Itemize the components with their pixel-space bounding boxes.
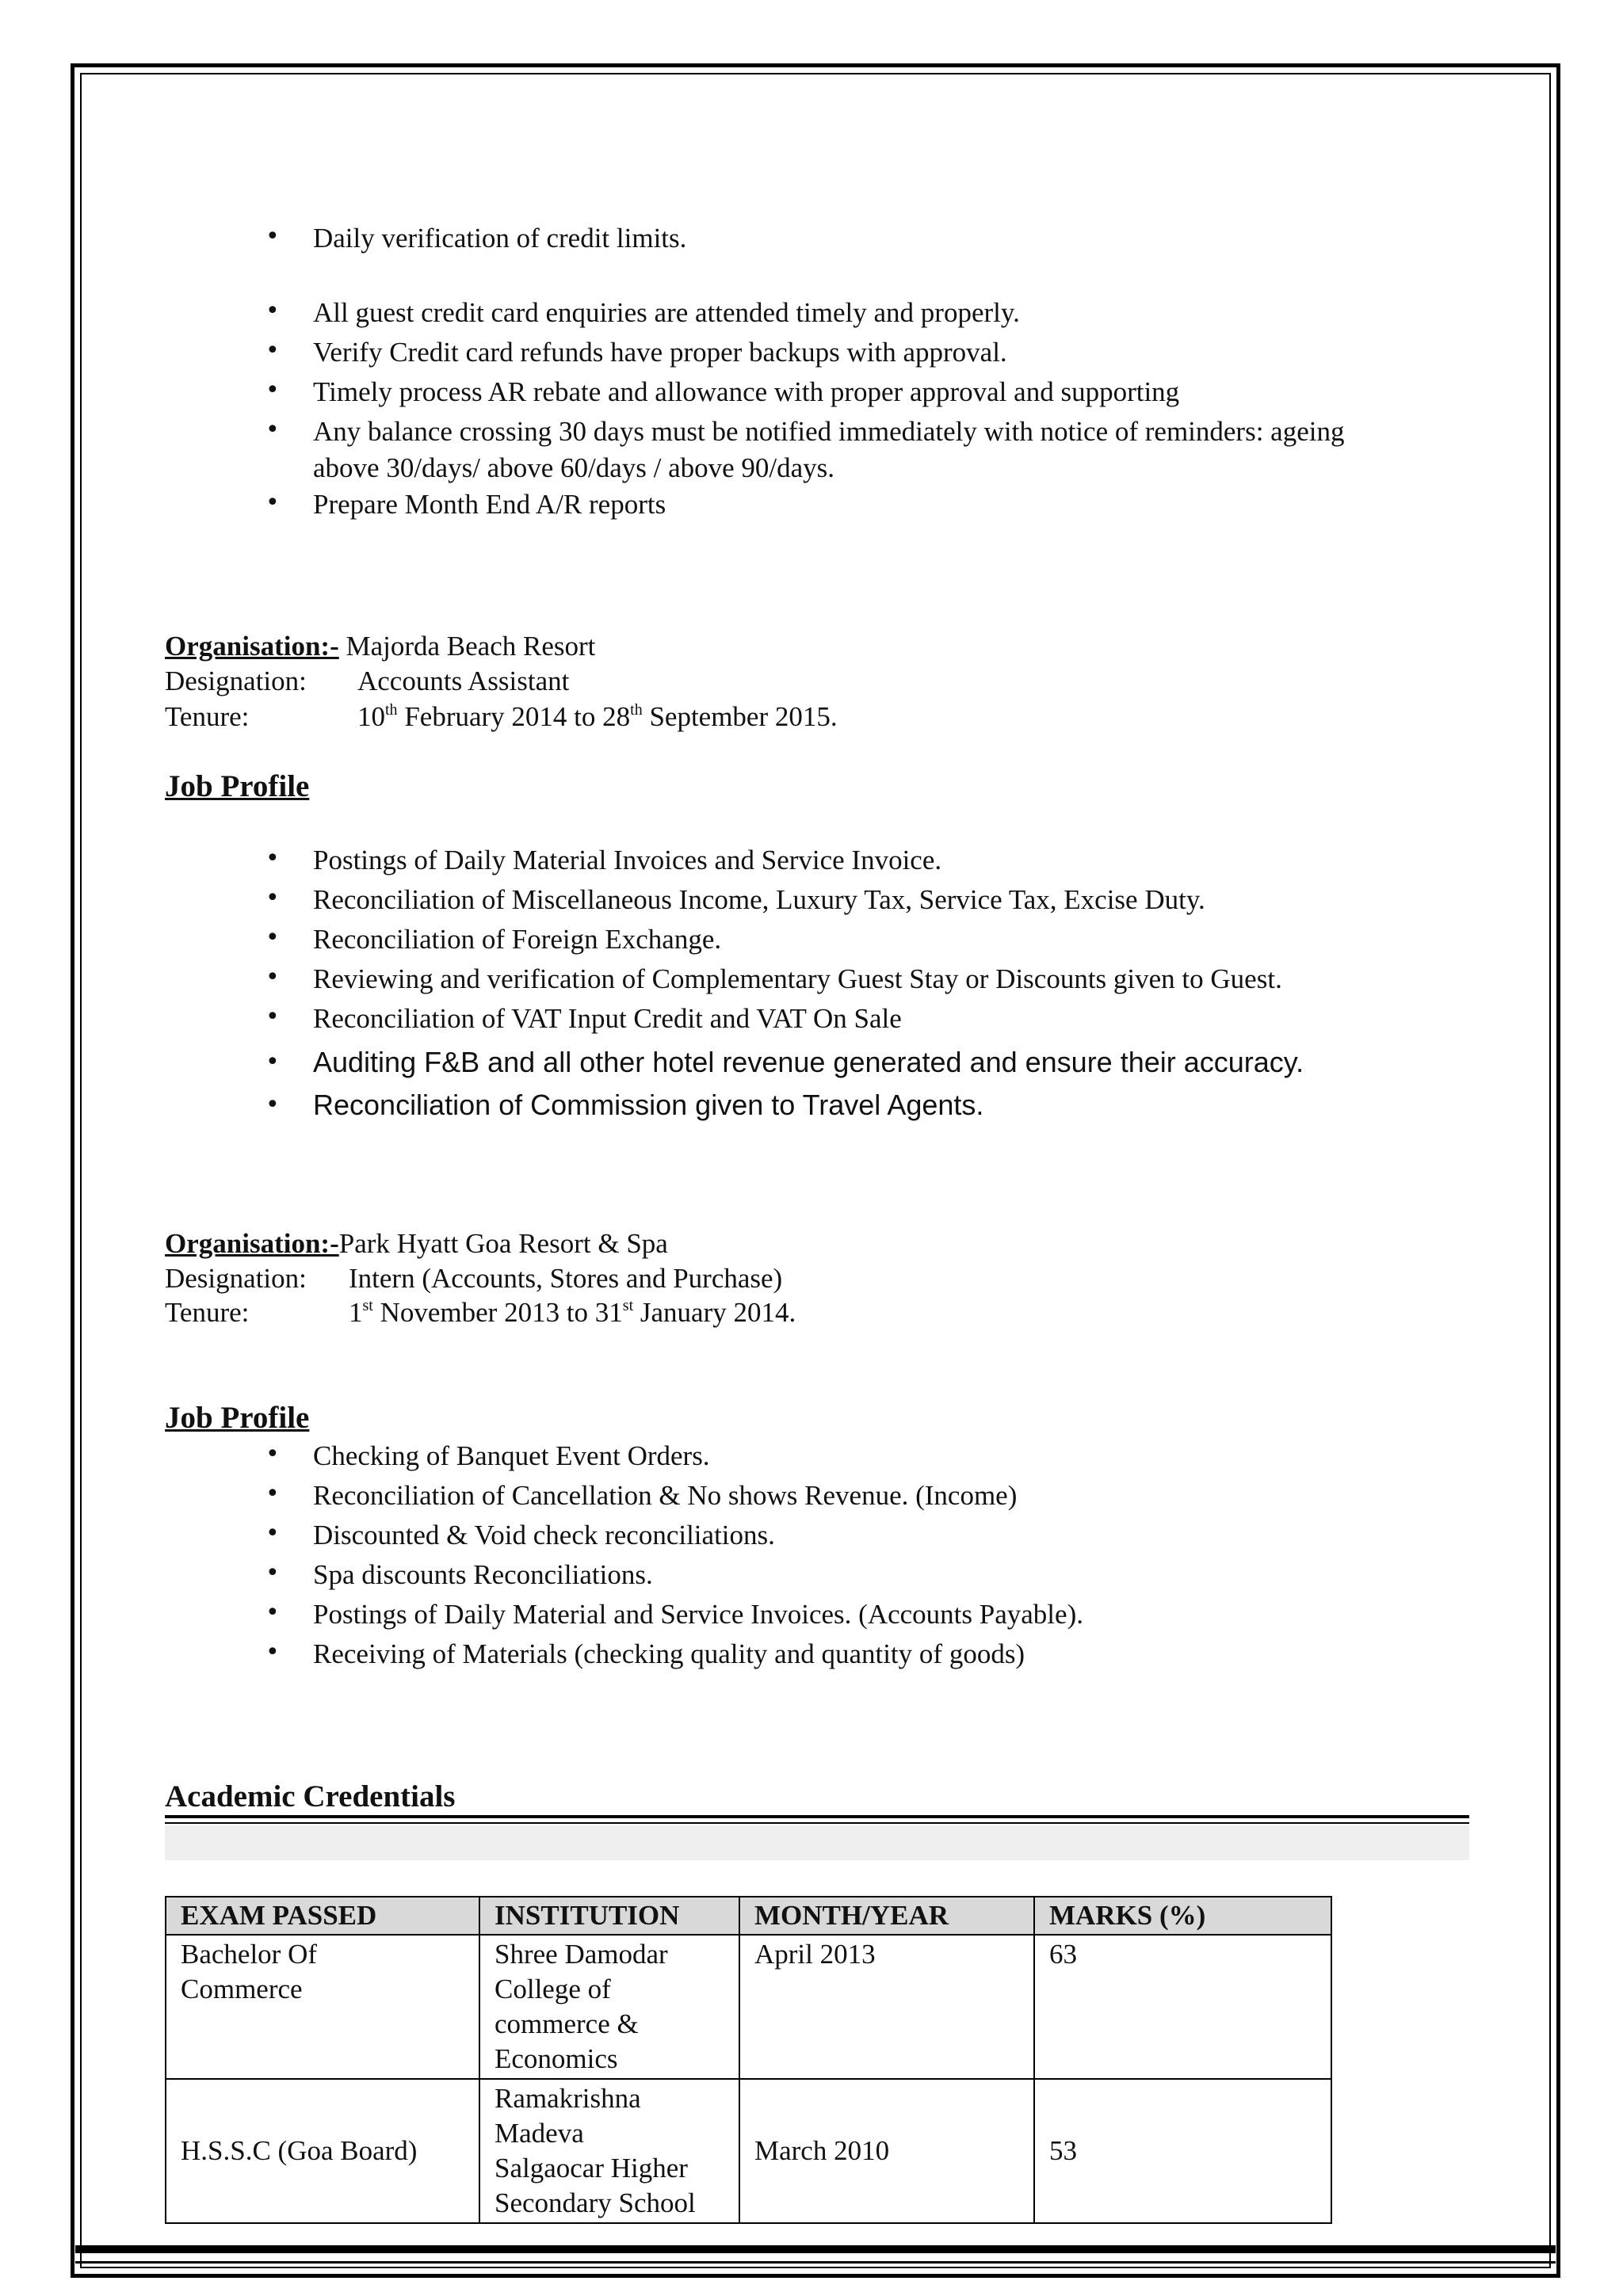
ordinal-suffix: st — [622, 1297, 634, 1314]
tenure-value — [357, 700, 838, 734]
tenure-label: Tenure: — [165, 701, 250, 732]
section-rule — [165, 1815, 1469, 1818]
designation-value: Accounts Assistant — [357, 666, 570, 696]
section-shading-band — [165, 1825, 1469, 1860]
cell-line: commerce & — [495, 2008, 639, 2039]
list-item: • Reviewing and verification of Complementary Guest Stay or Discounts given to Guest. — [313, 963, 1304, 1003]
institution-cell — [479, 1935, 739, 2079]
month-year-cell: April 2013 — [739, 1935, 1034, 2079]
organisation-line — [165, 630, 595, 663]
marks-cell: 63 — [1034, 1935, 1331, 2079]
designation-label: Designation: — [165, 666, 307, 696]
list-item-continuation — [313, 452, 1344, 486]
bottom-rule-thin — [75, 2261, 1556, 2264]
list-item: • Reconciliation of Foreign Exchange. — [313, 924, 1304, 963]
job-profile-list — [313, 845, 1304, 1130]
organisation-value: Majorda Beach Resort — [338, 631, 596, 662]
list-item: • Reconciliation of VAT Input Credit and VAT On Sale — [313, 1003, 1304, 1043]
month-year-cell: March 2010 — [739, 2079, 1034, 2223]
academic-credentials-heading: Academic Credentials — [165, 1779, 456, 1814]
cell-line: Commerce — [181, 1974, 303, 2004]
organisation-label: Organisation:- — [165, 631, 339, 662]
list-item: • Verify Credit card refunds have proper backups with approval. — [313, 337, 1344, 370]
list-item: • Reconciliation of Commission given to Travel Agents. — [313, 1087, 1304, 1130]
job-profile-heading: Job Profile — [165, 769, 310, 803]
list-item: • Auditing F&B and all other hotel revenue generated and ensure their accuracy. — [313, 1044, 1304, 1087]
cell-line: H.S.S.C (Goa Board) — [181, 2135, 418, 2166]
cell-line: Bachelor Of — [181, 1939, 318, 1970]
list-item-text: Any balance crossing 30 days must be notified immediately with notice of reminders: ageing — [313, 416, 1345, 447]
list-item: • Reconciliation of Miscellaneous Income, Luxury Tax, Service Tax, Excise Duty. — [313, 884, 1304, 924]
designation-value: Intern (Accounts, Stores and Purchase) — [349, 1263, 783, 1294]
section-rule-thin — [165, 1822, 1469, 1824]
column-header: EXAM PASSED — [166, 1897, 479, 1935]
cell-line: Shree Damodar — [495, 1939, 668, 1970]
table-header-row — [166, 1897, 1331, 1935]
table-row — [166, 1935, 1331, 2079]
tenure-part: November 2013 to 31 — [372, 1297, 623, 1328]
job-profile-heading: Job Profile — [165, 1401, 310, 1435]
organisation-line — [165, 1227, 668, 1261]
list-item: • Discounted & Void check reconciliations. — [313, 1520, 1083, 1559]
tenure-label: Tenure: — [165, 1297, 250, 1328]
list-item — [313, 416, 1344, 449]
ordinal-suffix: th — [385, 701, 398, 719]
tenure-part: February 2014 to 28 — [397, 701, 631, 732]
tenure-part: 10 — [357, 701, 385, 732]
column-header: INSTITUTION — [479, 1897, 739, 1935]
tenure-part: 1 — [349, 1297, 363, 1328]
cell-line: Ramakrishna — [495, 2083, 641, 2114]
list-item: • Postings of Daily Material and Service Invoices. (Accounts Payable). — [313, 1599, 1083, 1638]
column-header: MARKS (%) — [1034, 1897, 1331, 1935]
exam-cell — [166, 2079, 479, 2223]
list-item: • Postings of Daily Material Invoices and Service Invoice. — [313, 845, 1304, 884]
cell-line: Secondary School — [495, 2187, 696, 2218]
tenure-part: September 2015. — [642, 701, 838, 732]
job-profile-list — [313, 1440, 1083, 1678]
table-row — [166, 2079, 1331, 2223]
list-item: • All guest credit card enquiries are attended timely and properly. — [313, 297, 1344, 330]
list-item: • Spa discounts Reconciliations. — [313, 1559, 1083, 1599]
ordinal-suffix: st — [362, 1297, 373, 1314]
column-header: MONTH/YEAR — [739, 1897, 1034, 1935]
list-item: • Reconciliation of Cancellation & No shows Revenue. (Income) — [313, 1480, 1083, 1520]
responsibility-list — [313, 223, 1344, 522]
marks-cell: 53 — [1034, 2079, 1331, 2223]
organisation-label: Organisation:- — [165, 1228, 339, 1259]
list-item-text: above 30/days/ above 60/days / above 90/days. — [313, 452, 835, 483]
list-item: • Checking of Banquet Event Orders. — [313, 1440, 1083, 1480]
cell-line: College of — [495, 1974, 611, 2004]
cell-line: Economics — [495, 2043, 618, 2074]
list-item: • Daily verification of credit limits. — [313, 223, 1344, 256]
organisation-value: Park Hyatt Goa Resort & Spa — [338, 1228, 668, 1259]
ordinal-suffix: th — [630, 701, 643, 719]
tenure-part: January 2014. — [633, 1297, 796, 1328]
institution-cell — [479, 2079, 739, 2223]
cell-line: Madeva — [495, 2118, 584, 2149]
tenure-value — [349, 1296, 796, 1329]
bottom-rule — [75, 2245, 1556, 2253]
cell-line: Salgaocar Higher — [495, 2153, 688, 2183]
designation-label: Designation: — [165, 1263, 307, 1294]
list-item: • Receiving of Materials (checking quality and quantity of goods) — [313, 1638, 1083, 1678]
list-item: • Prepare Month End A/R reports — [313, 489, 1344, 522]
exam-cell — [166, 1935, 479, 2079]
list-item: • Timely process AR rebate and allowance with proper approval and supporting — [313, 376, 1344, 410]
academic-table — [165, 1896, 1332, 2224]
